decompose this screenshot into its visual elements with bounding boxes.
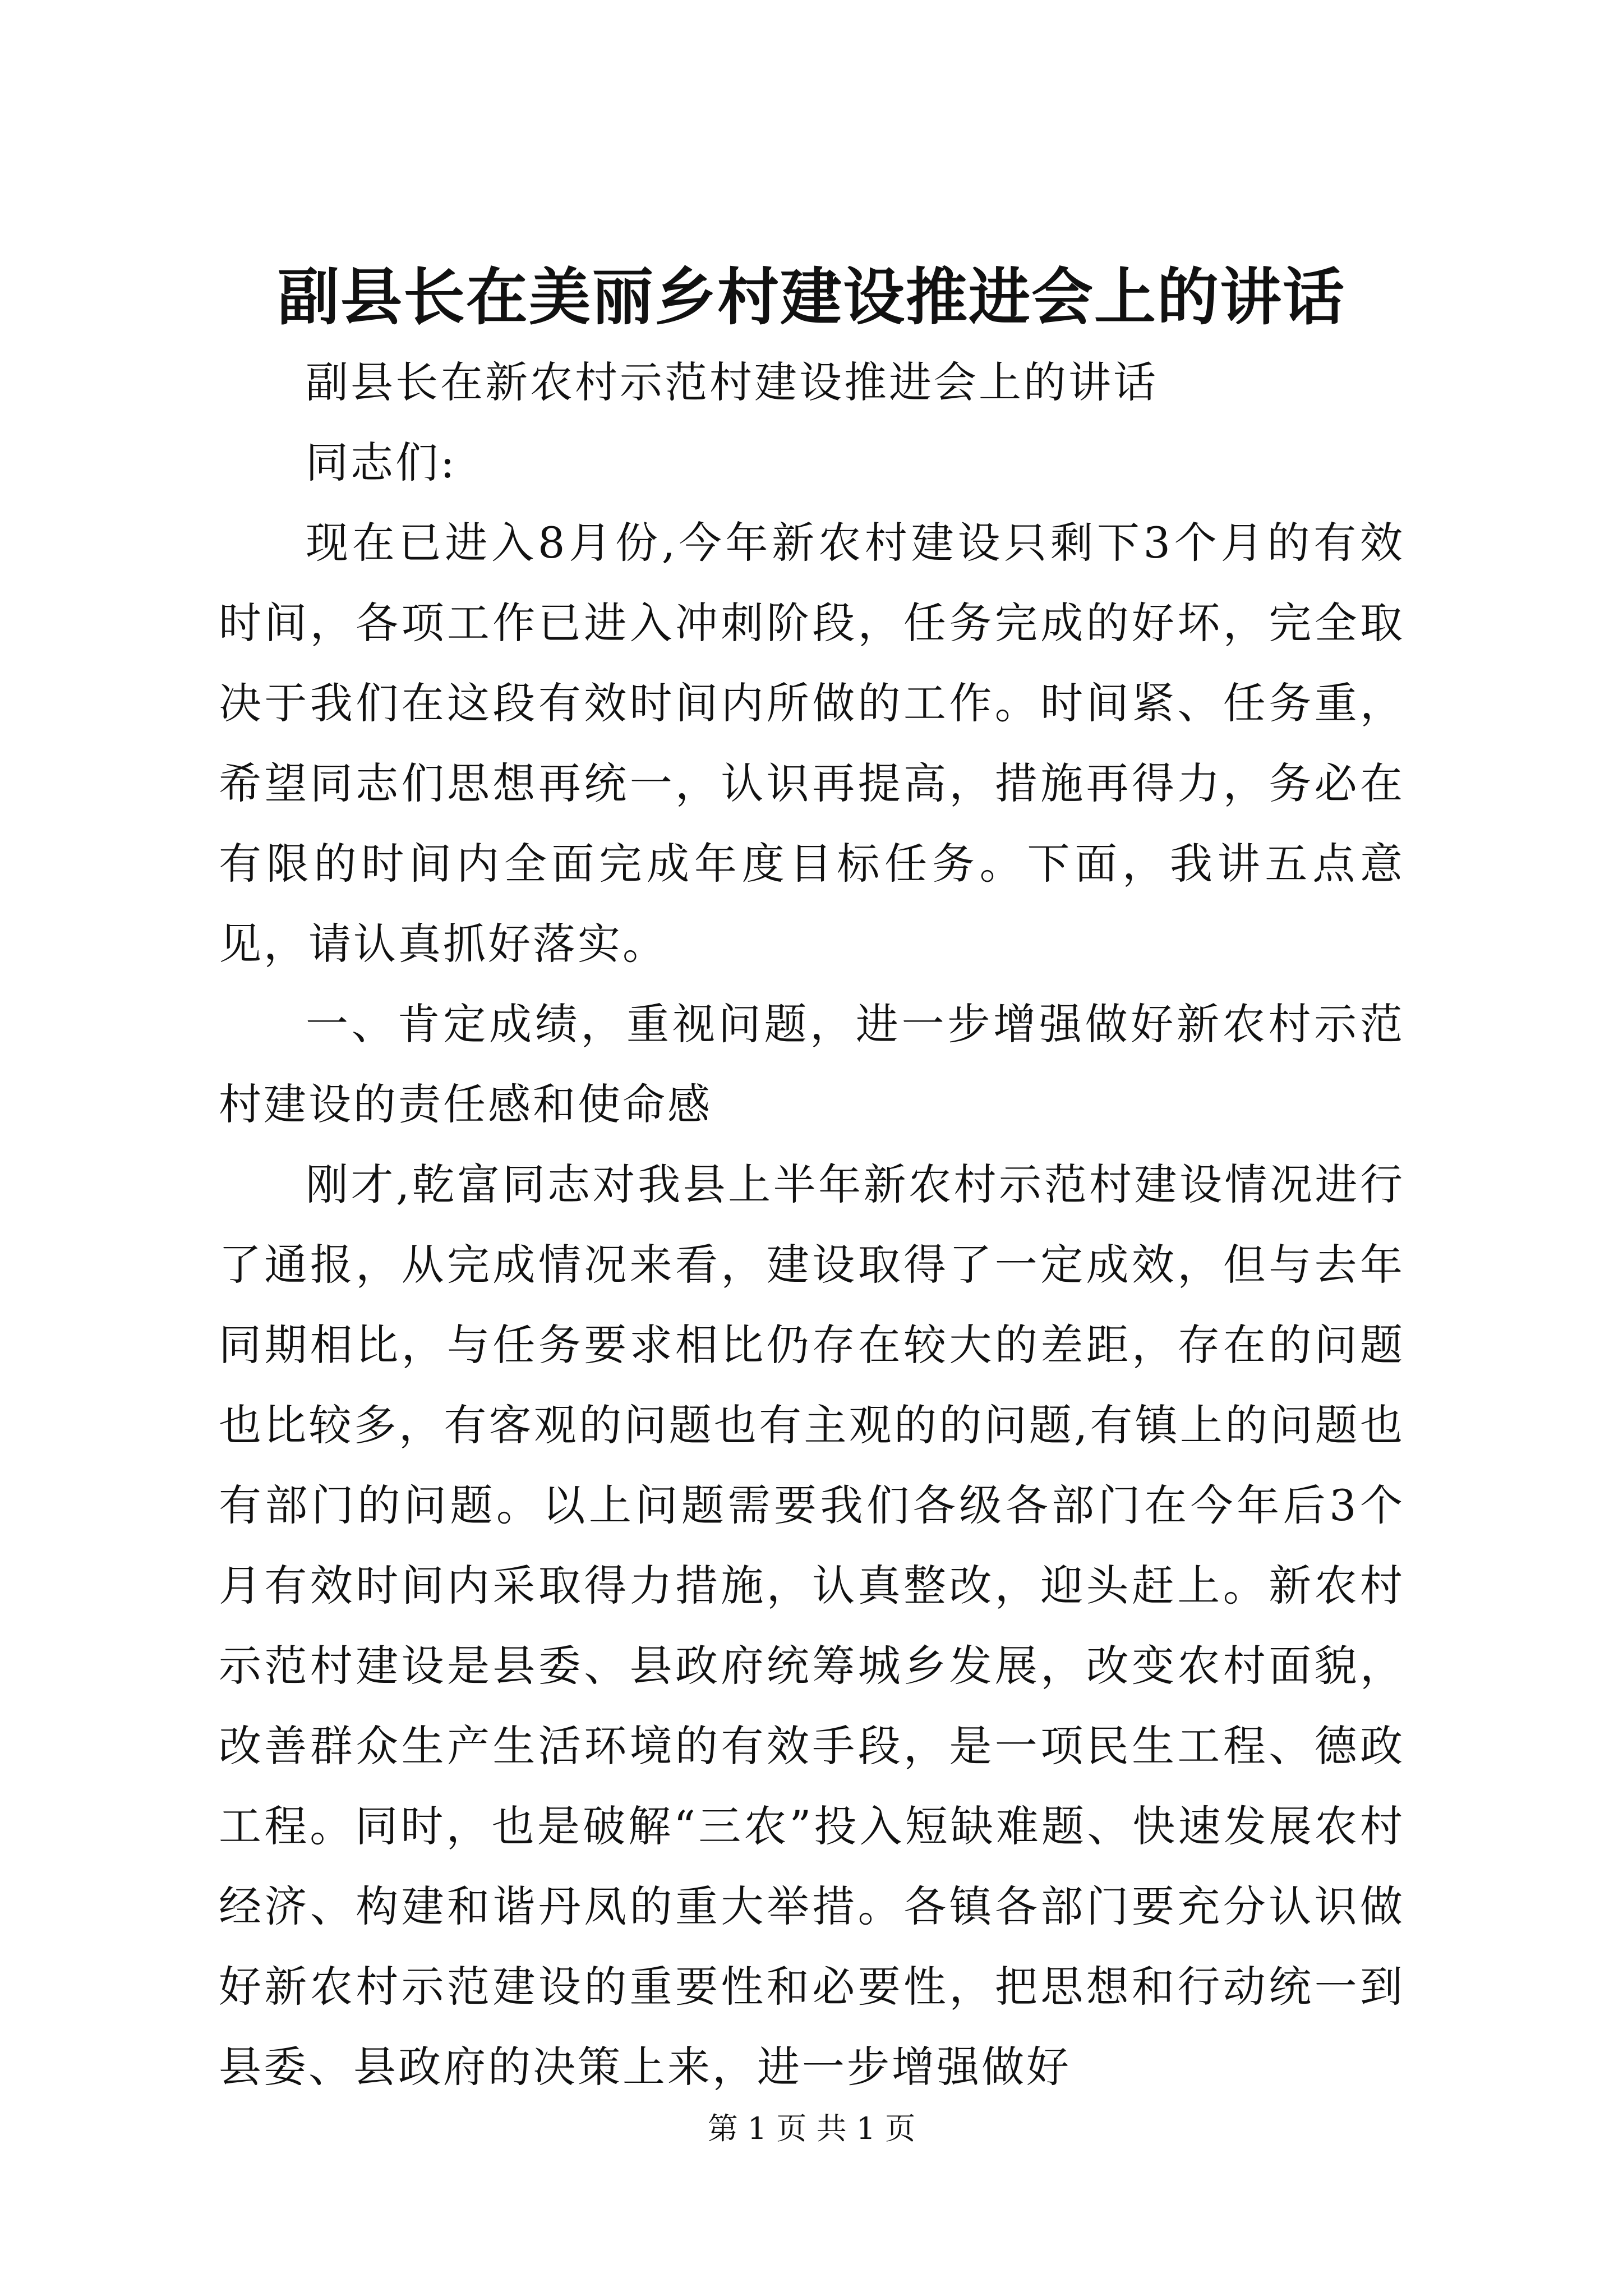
subtitle-paragraph: 副县长在新农村示范村建设推进会上的讲话 (306, 357, 1158, 407)
salutation-paragraph: 同志们: (306, 438, 457, 487)
section-heading: 一、肯定成绩，重视问题，进一步增强做好新农村示范村建设的责任感和使命感 (219, 999, 1405, 1129)
body-paragraph: 现在已进入8月份,今年新农村建设只剩下3个月的有效时间，各项工作已进入冲刺阶段，任务完成的好坏，完全取决于我们在这段有效时间内所做的工作。时间紧、任务重，希望同志们思想再统一，认识再提高，措施再得力，务必在有限的时间内全面完成年度目标任务。下面，我讲五点意见，请认真抓好落实。 (219, 518, 1405, 969)
document-body (219, 342, 1405, 2107)
document-title: 副县长在美丽乡村建设推进会上的讲话 (278, 261, 1345, 333)
page-footer: 第 1 页 共 1 页 (707, 2111, 916, 2146)
body-paragraph: 刚才,乾富同志对我县上半年新农村示范村建设情况进行了通报，从完成情况来看，建设取得了一定成效，但与去年同期相比，与任务要求相比仍存在较大的差距，存在的问题也比较多，有客观的问题也有主观的的问题,有镇上的问题也有部门的问题。以上问题需要我们各级各部门在今年后3个月有效时间内采取得力措施，认真整改，迎头赶上。新农村示范村建设是县委、县政府统筹城乡发展，改变农村面貌，改善群众生产生活环境的有效手段，是一项民生工程、德政工程。同时，也是破解“三农”投入短缺难题、快速发展农村经济、构建和谐丹凤的重大举措。各镇各部门要充分认识做好新农村示范建设的重要性和必要性，把思想和行动统一到县委、县政府的决策上来，进一步增强做好 (219, 1159, 1405, 2092)
